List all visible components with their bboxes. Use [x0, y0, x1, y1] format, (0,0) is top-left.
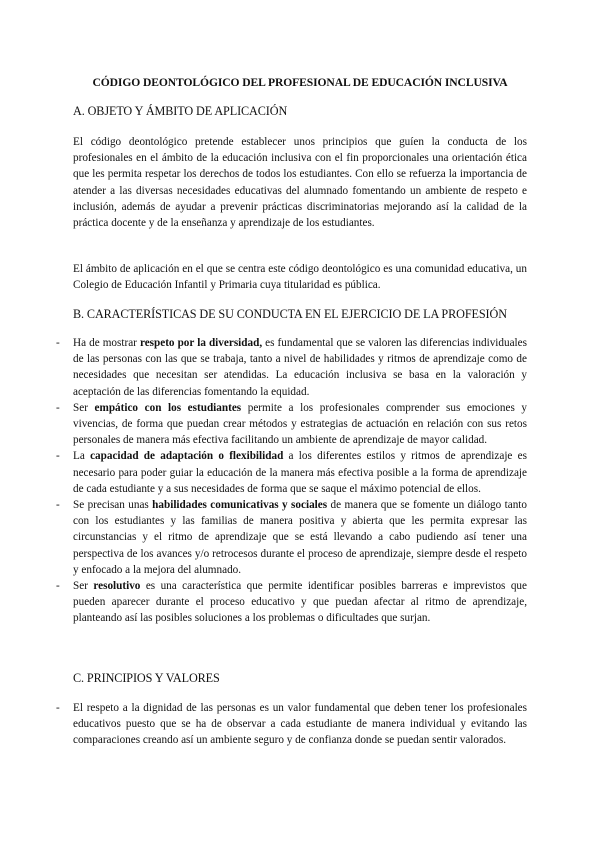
list-dash: - — [56, 450, 60, 463]
list-item-keyword: resolutivo — [93, 580, 141, 593]
section-b-list — [0, 335, 600, 627]
list-item — [0, 335, 600, 400]
list-item-text-lead: La — [73, 450, 91, 463]
section-c-heading: C. PRINCIPIOS Y VALORES — [73, 671, 220, 685]
list-item — [0, 578, 600, 627]
section-b-heading: B. CARACTERÍSTICAS DE SU CONDUCTA EN EL EJERCICIO DE LA PROFESIÓN — [73, 307, 507, 321]
list-item — [0, 700, 600, 749]
section-a-heading: A. OBJETO Y ÁMBITO DE APLICACIÓN — [73, 104, 288, 118]
list-item-text — [73, 400, 527, 449]
list-item-text-lead: Se precisan unas — [73, 499, 153, 512]
list-dash: - — [56, 337, 60, 349]
list-item-text — [73, 497, 527, 578]
list-item-text-lead: Ser — [73, 401, 95, 414]
list-item-keyword: capacidad de adaptación o flexibilidad — [90, 450, 284, 463]
list-dash: - — [56, 401, 60, 414]
list-item-text-rest: permite a los profesionales comprender sus emociones y vivencias, de forma que puedan crear métodos y estrategias de actuación en relación con sus retos personales de manera más efectiva facilitando un ambiente de aprendizaje de mayor calidad. — [73, 401, 527, 447]
list-dash: - — [56, 702, 60, 714]
list-dash: - — [56, 580, 60, 593]
section-a-paragraph-1: El código deontológico pretende establecer unos principios que guíen la conducta de los profesionales en el ámbito de la educación inclusiva con el fin proporcionales una orientación ética que les permita respetar los derechos de todos los estudiantes. Con ello se refuerza la importancia de atender a las diversas necesidades educativas del alumnado fomentando un ambiente de respeto e inclusión, además de ayudar a prevenir prácticas discriminatorias mejorando así la calidad de la práctica docente y de la enseñanza y aprendizaje de los estudiantes. — [73, 136, 527, 230]
document-title: CÓDIGO DEONTOLÓGICO DEL PROFESIONAL DE EDUCACIÓN INCLUSIVA — [92, 76, 508, 89]
section-c-list — [0, 700, 600, 749]
list-item-text-rest: a los diferentes estilos y ritmos de aprendizaje es necesario para poder guiar la educación de la manera más efectiva posible a la forma de aprendizaje de cada estudiante y a sus necesidades de forma que se saque el máximo potencial de ellos. — [73, 450, 527, 495]
list-item-text-lead: Ser — [73, 580, 94, 593]
list-item — [0, 497, 600, 578]
list-item — [0, 448, 600, 497]
list-item-text-rest: de manera que se fomente un diálogo tanto con los estudiantes y las familias de manera positiva y abierta que les permita expresar las circunstancias y el ritmo de aprendizaje que se está llevando a cabo pudiendo así tener una perspectiva de los avances y/o retrocesos durante el proceso de aprendizaje, siempre desde el respeto y enfocado a la mejora del alumnado. — [73, 499, 527, 576]
list-item-text — [73, 578, 527, 627]
list-item-keyword: habilidades comunicativas y sociales — [152, 499, 328, 512]
list-item-keyword: respeto por la diversidad, — [139, 337, 263, 349]
list-item-text-lead: El respeto a la dignidad de las personas es un valor fundamental que deben tener los profesionales educativos puesto que se ha de observar a cada estudiante de manera individual y evitando las comparaciones creando así un ambiente seguro y de confianza donde se puedan sentir valorados. — [73, 702, 527, 747]
list-item-text — [73, 335, 527, 400]
list-item-text-rest: es una característica que permite identificar posibles barreras e imprevistos que pueden aparecer durante el proceso educativo y que puedan afectar al ritmo de aprendizaje, planteando así las posibles soluciones a los problemas o dificultades que surjan. — [73, 580, 527, 625]
section-a-paragraph-2: El ámbito de aplicación en el que se centra este código deontológico es una comunidad educativa, un Colegio de Educación Infantil y Primaria cuya titularidad es pública. — [73, 263, 527, 292]
list-item — [0, 400, 600, 449]
list-dash: - — [56, 499, 60, 512]
list-item-text-lead: Ha de mostrar — [73, 337, 140, 349]
list-item-text — [73, 700, 527, 749]
list-item-keyword: empático con los estudiantes — [94, 401, 242, 414]
list-item-text — [73, 448, 527, 497]
list-item-text-rest: es fundamental que se valoren las diferencias individuales de las personas con las que se trabaja, tanto a nivel de habilidades y ritmos de aprendizaje como de necesidades que necesitan ser atendidas. La educación inclusiva se basa en la valoración y aceptación de las diferencias fomentando la equidad. — [73, 337, 527, 398]
